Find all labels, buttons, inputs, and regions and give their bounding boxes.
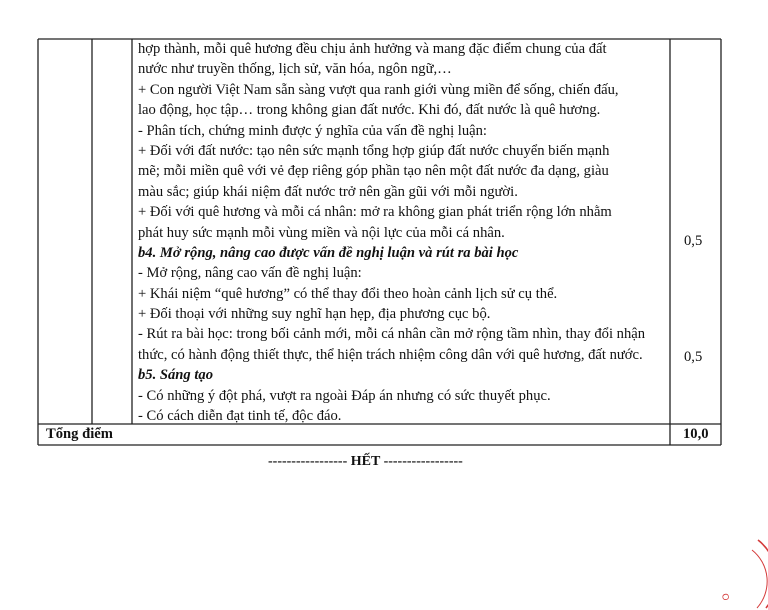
content-line: + Đối thoại với những suy nghĩ hạn hẹp, địa phương cục bộ. (138, 306, 491, 323)
answer-content (138, 39, 668, 426)
content-line: - Phân tích, chứng minh được ý nghĩa của vấn đề nghị luận: (138, 122, 487, 139)
score-b5: 0,5 (684, 349, 703, 365)
content-line: + Đối với quê hương và mỗi cá nhân: mở ra không gian phát triển rộng lớn nhằm (138, 204, 612, 221)
content-line: + Đối với đất nước: tạo nên sức mạnh tổng hợp giúp đất nước chuyển biến mạnh (138, 142, 610, 159)
content-line: + Khái niệm “quê hương” có thể thay đổi theo hoàn cảnh lịch sử cụ thể. (138, 285, 558, 302)
content-line: mẽ; mỗi miền quê với vẻ đẹp riêng góp phần tạo nên một đất nước đa dạng, giàu (138, 163, 609, 180)
content-line: - Mở rộng, nâng cao vấn đề nghị luận: (138, 265, 362, 282)
content-line: thức, có hành động thiết thực, thể hiện trách nhiệm công dân với quê hương, đất nước. (138, 346, 643, 363)
content-line: + Con người Việt Nam sẵn sàng vượt qua ranh giới vùng miền để sống, chiến đấu, (138, 81, 619, 98)
total-score: 10,0 (683, 426, 709, 442)
svg-text:O: O (720, 592, 732, 602)
content-line: - Có những ý đột phá, vượt ra ngoài Đáp án nhưng có sức thuyết phục. (138, 387, 551, 404)
content-line: nước như truyền thống, lịch sử, văn hóa, ngôn ngữ,… (138, 61, 452, 78)
section-heading-b5: b5. Sáng tạo (138, 367, 214, 384)
stamp-seal-icon (700, 536, 768, 610)
section-heading-b4: b4. Mở rộng, nâng cao được vấn đề nghị luận và rút ra bài học (138, 244, 519, 261)
content-line: - Rút ra bài học: trong bối cảnh mới, mỗi cá nhân cần mở rộng tầm nhìn, thay đổi nhận (138, 326, 646, 343)
end-marker: ----------------- HẾT ----------------- (268, 454, 463, 469)
content-line: hợp thành, mỗi quê hương đều chịu ảnh hưởng và mang đặc điểm chung của đất (138, 41, 607, 57)
content-line: màu sắc; giúp khái niệm đất nước trở nên gần gũi với mỗi người. (138, 183, 518, 200)
content-line: lao động, học tập… trong không gian đất nước. Khi đó, đất nước là quê hương. (138, 102, 601, 119)
content-line: - Có cách diễn đạt tinh tế, độc đáo. (138, 408, 342, 425)
content-line: phát huy sức mạnh mỗi vùng miền và nội lực của mỗi cá nhân. (138, 224, 505, 241)
score-b4: 0,5 (684, 233, 703, 249)
total-label: Tổng điểm (46, 426, 113, 442)
